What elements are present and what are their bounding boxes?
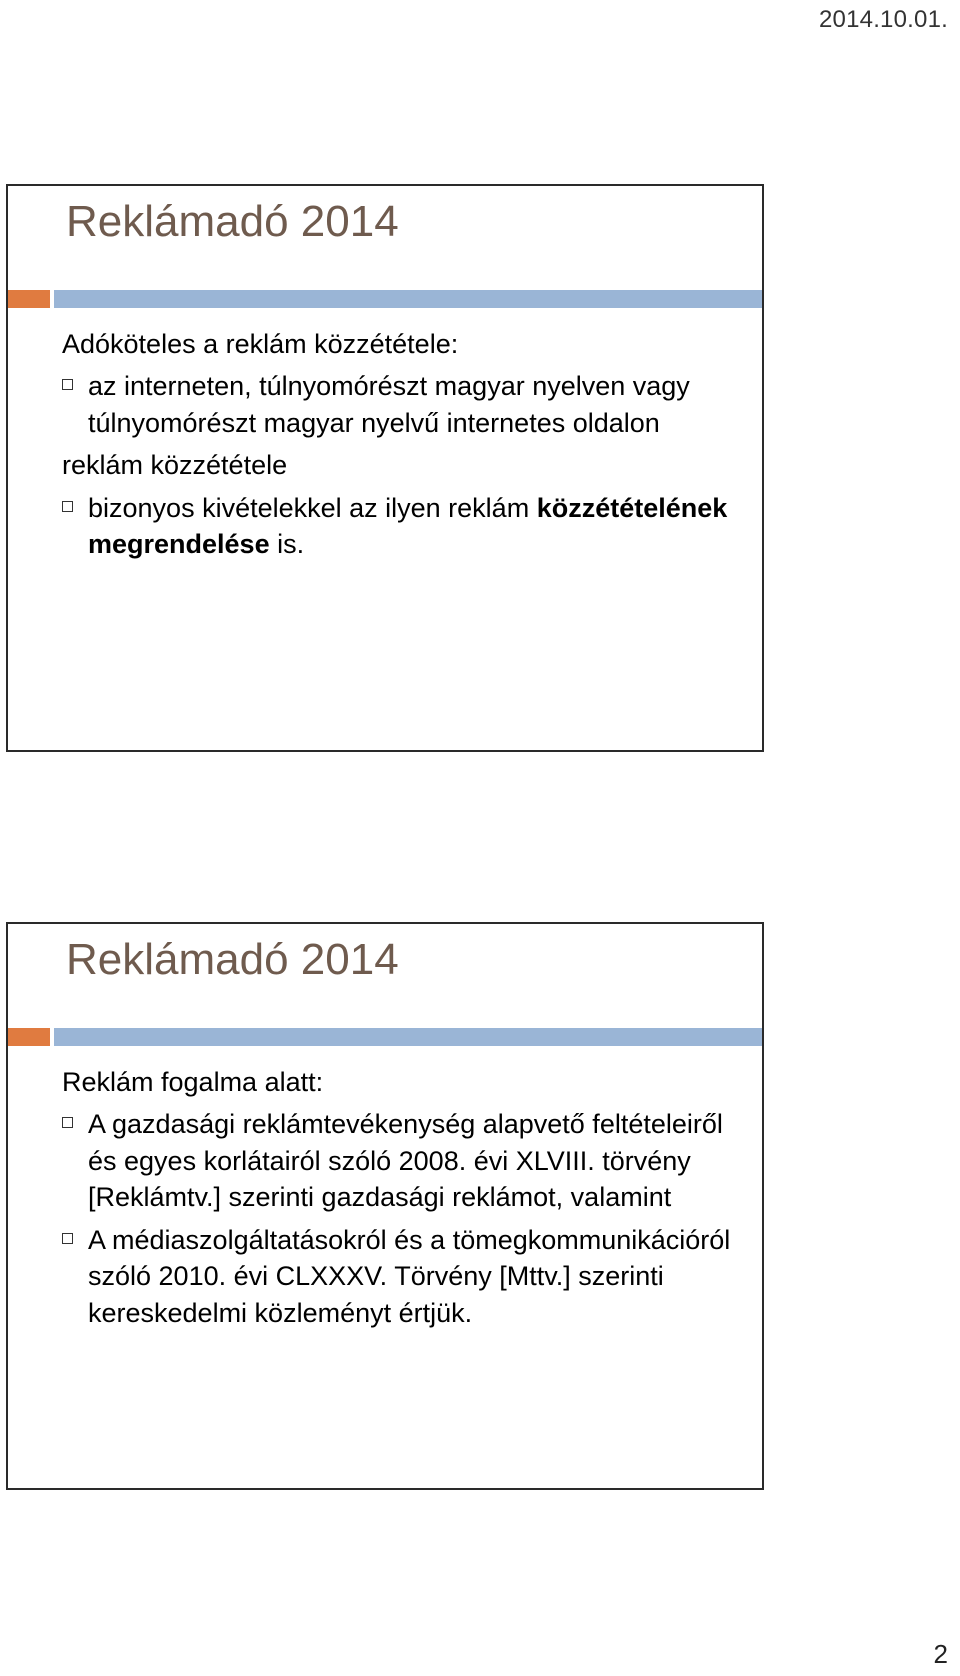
accent-bar: [8, 1028, 762, 1046]
page-date: 2014.10.01.: [819, 6, 948, 33]
bullet-item: [62, 1106, 732, 1215]
bullet-text: A gazdasági reklámtevékenység alapvető feltételeiről és egyes korlátairól szóló 2008. évi XLVIII. törvény [Reklámtv.] szerinti gazdasági reklámot, valamint: [88, 1109, 723, 1213]
slide-2: [6, 922, 764, 1490]
bullet-text: A médiaszolgáltatásokról és a tömegkommunikációról szóló 2010. évi CLXXXV. Törvény [Mttv.] szerinti kereskedelmi közleményt értjük.: [88, 1224, 731, 1328]
square-bullet-icon: [62, 1233, 73, 1244]
middle-text: reklám közzététele: [62, 450, 288, 481]
slide-title: Reklámadó 2014: [66, 197, 399, 246]
slide-body: [62, 1064, 732, 1337]
square-bullet-icon: [62, 379, 73, 390]
slide-title: Reklámadó 2014: [66, 935, 399, 984]
square-bullet-icon: [62, 501, 73, 512]
slide-body: [62, 326, 732, 569]
intro-text: Reklám fogalma alatt:: [62, 1067, 324, 1097]
square-bullet-icon: [62, 1117, 73, 1128]
accent-bar: [8, 290, 762, 308]
accent-blue-bar: [54, 1028, 762, 1046]
bullet-text-bold: közzétételének megrendelése: [88, 492, 728, 560]
accent-orange-block: [8, 1028, 50, 1046]
bullet-item: [62, 490, 732, 563]
bullet-text: az interneten, túlnyomórészt magyar nyelven vagy túlnyomórészt magyar nyelvű internetes oldalon: [88, 371, 690, 438]
page-number: 2: [933, 1639, 948, 1669]
bullet-item: [62, 368, 732, 441]
bullet-text-suffix: is.: [277, 529, 305, 560]
slide-1: [6, 184, 764, 752]
intro-text: Adóköteles a reklám közzététele:: [62, 329, 459, 359]
bullet-text-prefix: bizonyos kivételekkel az ilyen reklám: [88, 492, 530, 523]
bullet-item: [62, 1222, 732, 1331]
accent-orange-block: [8, 290, 50, 308]
accent-blue-bar: [54, 290, 762, 308]
